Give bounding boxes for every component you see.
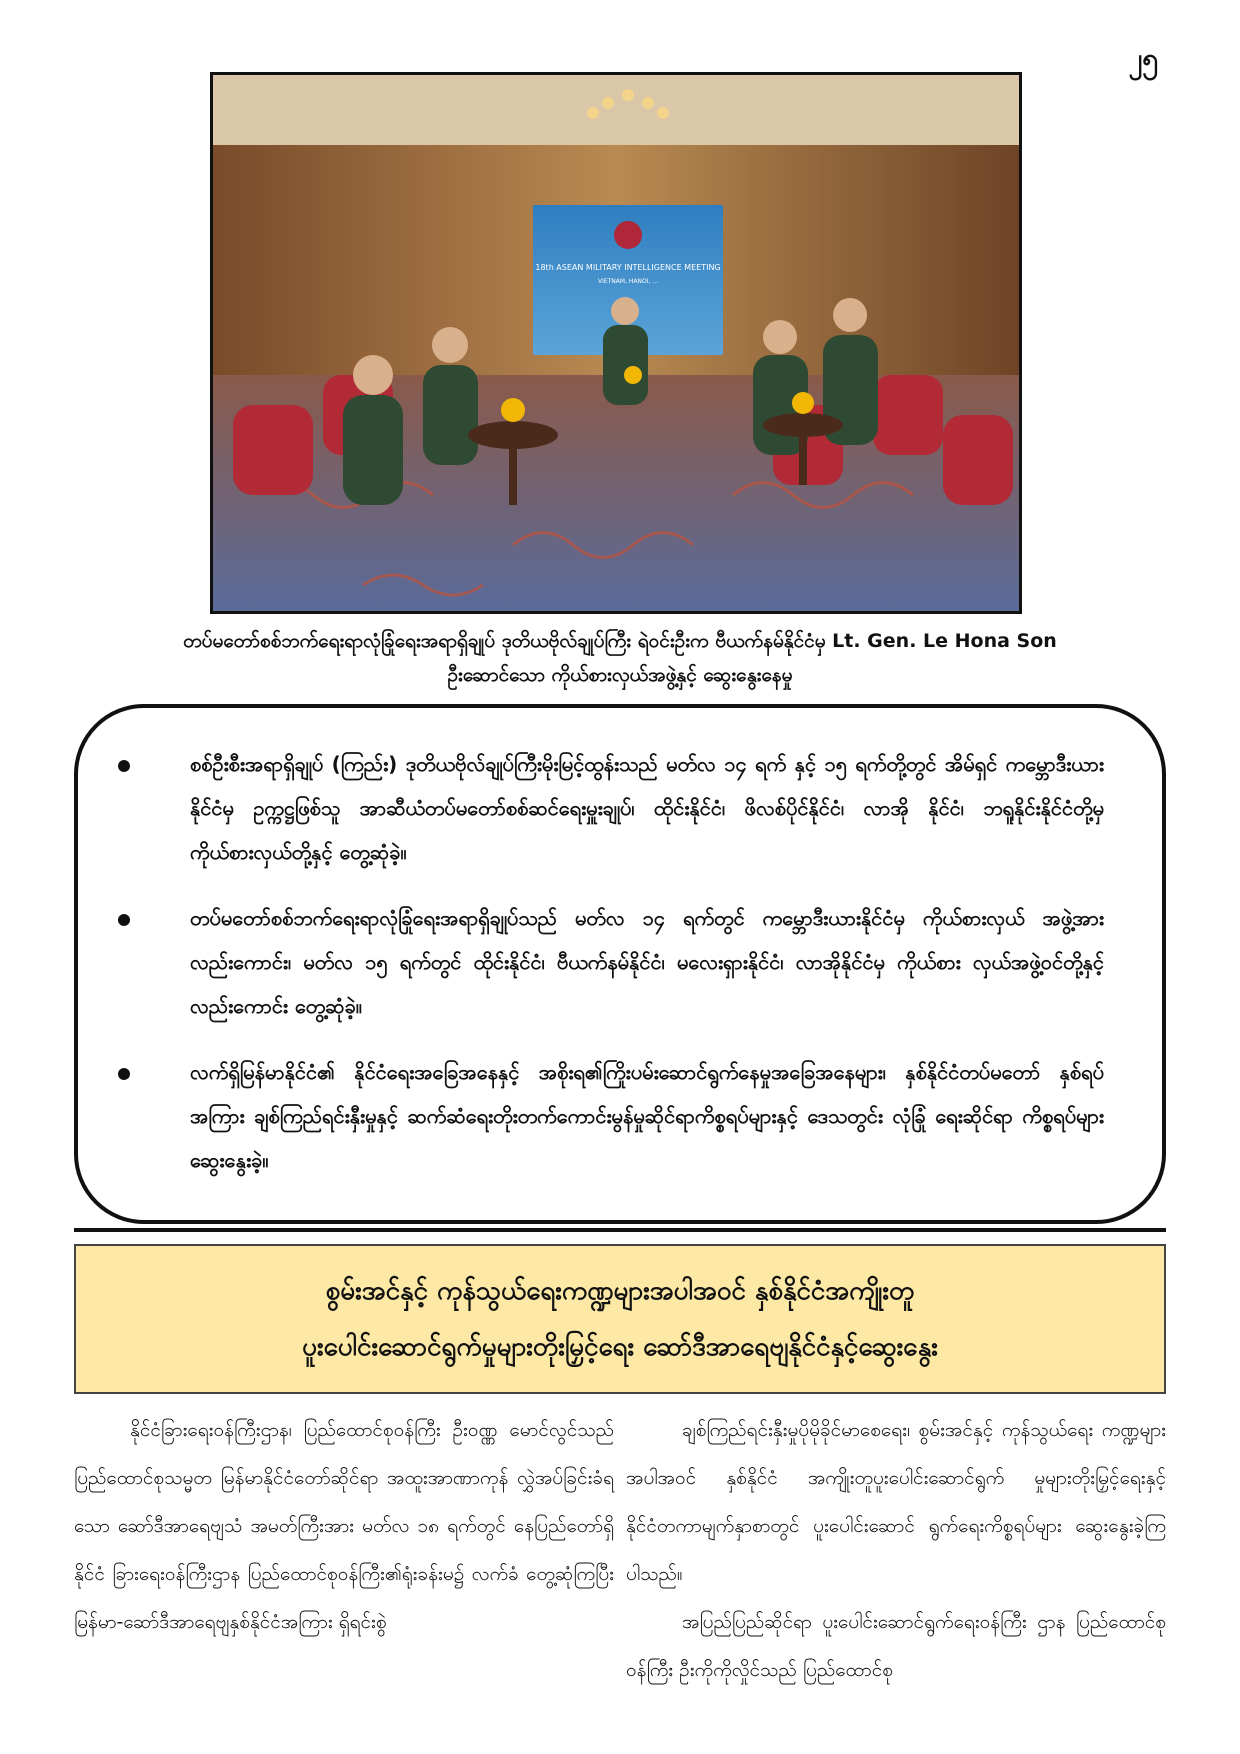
meeting-photo [210, 72, 1022, 614]
banner-subtitle: VIETNAM, HANOI, ... [597, 278, 659, 285]
highlights-list [78, 708, 1162, 1182]
highlights-box [74, 704, 1166, 1224]
bullet-icon [118, 760, 130, 772]
highlight-text: စစ်ဦးစီးအရာရှိချုပ် (ကြည်း) ဒုတိယဗိုလ်ချုပ်ကြီးမိုးမြင့်ထွန်းသည် မတ်လ ၁၄ ရက် နှင့် ၁၅ ရက်တို့တွင် အိမ်ရှင် ကမ္ဘောဒီးယားနိုင်ငံမှ ဥက္ကဋ္ဌဖြစ်သူ အာဆီယံတပ်မတော်စစ်ဆင်ရေးမှူးချုပ်၊ ထိုင်းနိုင်ငံ၊ ဖိလစ်ပိုင်နိုင်ငံ၊ လာအို နိုင်ငံ၊ ဘရူနိုင်းနိုင်ငံတို့မှ ကိုယ်စားလှယ်တို့နှင့် တွေ့ဆုံခဲ့။ [190, 752, 1104, 864]
article-paragraph: အပြည်ပြည်ဆိုင်ရာ ပူးပေါင်းဆောင်ရွက်ရေးဝန်ကြီး ဌာန ပြည်ထောင်စုဝန်ကြီး ဦးကိုကိုလှိုင်သည် ပြည်ထောင်စု [626, 1611, 1166, 1681]
meeting-room-image [213, 75, 1019, 611]
banner-title: 18th ASEAN MILITARY INTELLIGENCE MEETING [535, 263, 721, 272]
headline-line-1: စွမ်းအင်နှင့် ကုန်သွယ်ရေးကဏ္ဍများအပါအဝင် နှစ်နိုင်ငံအကျိုးတူ [325, 1276, 915, 1306]
caption-line-1: တပ်မတော်စစ်ဘက်ရေးရာလုံခြုံရေးအရာရှိချုပ် ဒုတိယဗိုလ်ချုပ်ကြီး ရဲဝင်းဦးက ဗီယက်နမ်နိုင်ငံမှ Lt. Gen. Le Hona Son [183, 630, 1057, 652]
headline-line-2: ပူးပေါင်းဆောင်ရွက်မှုများတိုးမြှင့်ရေး ဆော်ဒီအာရေဗျနိုင်ငံနှင့်ဆွေးနွေး [302, 1332, 938, 1362]
article-paragraph: နိုင်ငံခြားရေးဝန်ကြီးဌာန၊ ပြည်ထောင်စုဝန်ကြီး ဦးဝဏ္ဏ မောင်လွင်သည် ပြည်ထောင်စုသမ္မတ မြန်မာနိုင်ငံတော်ဆိုင်ရာ အထူးအာဏာကုန် လွှဲအပ်ခြင်းခံရသော ဆော်ဒီအာရေဗျသံ အမတ်ကြီးအား မတ်လ ၁၈ ရက်တွင် နေပြည်တော်ရှိ နိုင်ငံ ခြားရေးဝန်ကြီးဌာန ပြည်ထောင်စုဝန်ကြီး၏ရုံးခန်းမ၌ လက်ခံ တွေ့ဆုံကြပြီး မြန်မာ-ဆော်ဒီအာရေဗျနှစ်နိုင်ငံအကြား ရှိရင်းစွဲ [74, 1419, 614, 1633]
highlight-item [118, 1050, 1104, 1182]
caption-line-2: ဦးဆောင်သော ကိုယ်စားလှယ်အဖွဲ့နှင့် ဆွေးနွေးနေမှု [447, 664, 793, 686]
highlight-item [118, 896, 1104, 1028]
photo-caption [110, 624, 1130, 692]
section-divider [74, 1228, 1166, 1232]
article-headline [74, 1244, 1166, 1394]
highlight-text: တပ်မတော်စစ်ဘက်ရေးရာလုံခြုံရေးအရာရှိချုပ်သည် မတ်လ ၁၄ ရက်တွင် ကမ္ဘောဒီးယားနိုင်ငံမှ ကိုယ်စားလှယ် အဖွဲ့အားလည်းကောင်း၊ မတ်လ ၁၅ ရက်တွင် ထိုင်းနိုင်ငံ၊ ဗီယက်နမ်နိုင်ငံ၊ မလေးရှားနိုင်ငံ၊ လာအိုနိုင်ငံမှ ကိုယ်စား လှယ်အဖွဲ့ဝင်တို့နှင့်လည်းကောင်း တွေ့ဆုံခဲ့။ [190, 906, 1104, 1018]
article-column-right [626, 1406, 1166, 1694]
page-number: ၂၅ [1128, 42, 1158, 75]
article-column-left [74, 1406, 614, 1646]
highlight-item [118, 742, 1104, 874]
highlight-text: လက်ရှိမြန်မာနိုင်ငံ၏ နိုင်ငံရေးအခြေအနေနှင့် အစိုးရ၏ကြိုးပမ်းဆောင်ရွက်နေမှုအခြေအနေများ၊ နှစ်နိုင်ငံတပ်မတော် နှစ်ရပ်အကြား ချစ်ကြည်ရင်းနှီးမှုနှင့် ဆက်ဆံရေးတိုးတက်ကောင်းမွန်မှုဆိုင်ရာကိစ္စရပ်များနှင့် ဒေသတွင်း လုံခြုံ ရေးဆိုင်ရာ ကိစ္စရပ်များ ဆွေးနွေးခဲ့။ [190, 1060, 1104, 1172]
article-paragraph: ချစ်ကြည်ရင်းနှီးမှုပိုမိုခိုင်မာစေရေး၊ စွမ်းအင်နှင့် ကုန်သွယ်ရေး ကဏ္ဍများအပါအဝင် နှစ်နိုင်ငံ အကျိုးတူပူးပေါင်းဆောင်ရွက် မှုများတိုးမြှင့်ရေးနှင့် နိုင်ငံတကာမျက်နှာစာတွင် ပူးပေါင်းဆောင် ရွက်ရေးကိစ္စရပ်များ ဆွေးနွေးခဲ့ကြပါသည်။ [626, 1419, 1166, 1585]
bullet-icon [118, 914, 130, 926]
bullet-icon [118, 1068, 130, 1080]
